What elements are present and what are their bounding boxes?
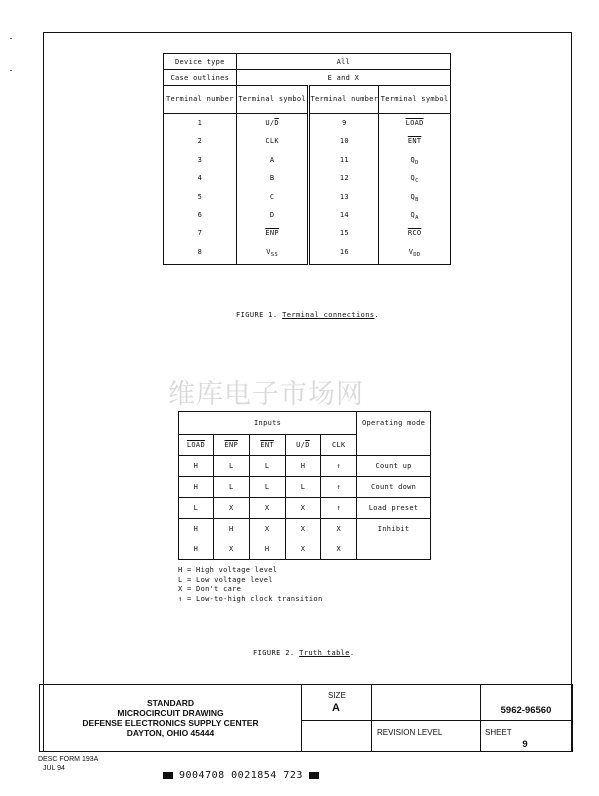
truth-table-legend: [178, 566, 322, 605]
terminal-number: 3: [197, 155, 203, 164]
terminal-symbol: $V_{SS}$: [266, 247, 278, 258]
org-line: STANDARD: [146, 698, 195, 708]
control-number: 9004708 0021854 723: [179, 770, 303, 781]
scan-mark: [10, 70, 12, 71]
table-cell: H: [179, 539, 214, 560]
drawing-number: 5962-96560: [500, 705, 552, 716]
table-cell: H: [179, 477, 214, 498]
table-cell: H: [179, 456, 214, 477]
table-cell: ↑: [321, 477, 357, 498]
sheet-number: 9: [522, 739, 528, 750]
table-cell: L: [213, 477, 249, 498]
org-line: DEFENSE ELECTRONICS SUPPLY CENTER: [82, 718, 259, 728]
form-line: JUL 94: [43, 765, 65, 772]
terminal-symbol: $V_{DD}$: [408, 247, 421, 258]
terminal-number: 10: [339, 137, 349, 146]
table-cell: L: [249, 477, 285, 498]
device-type-label: Device type: [164, 54, 237, 70]
legend-item: X = Don't care: [178, 585, 242, 594]
terminal-number: 4: [197, 174, 203, 183]
figure1-caption: [236, 311, 379, 319]
table-row: [179, 477, 431, 498]
legend-item: L = Low voltage level: [178, 575, 273, 584]
legend-item: ↑ = Low-to-high clock transition: [178, 595, 323, 604]
mode-cell: Inhibit: [357, 519, 431, 560]
divider: [371, 685, 372, 751]
caption-title: Terminal connections: [282, 311, 375, 319]
terminal-symbol: A: [269, 155, 275, 164]
terminal-number: 11: [339, 155, 349, 164]
signal-header: LOAD: [179, 435, 214, 456]
terminal-number: 2: [197, 137, 203, 146]
caption-prefix: FIGURE 1.: [236, 311, 278, 319]
terminal-symbol: $\overline{ENP}$: [265, 229, 279, 238]
size-label: SIZE: [328, 691, 346, 700]
divider: [301, 720, 572, 721]
watermark: 维库电子市场网: [168, 379, 364, 410]
mode-cell: Load preset: [357, 498, 431, 519]
table-cell: X: [213, 498, 249, 519]
caption-suffix: .: [374, 311, 380, 319]
table-cell: H: [285, 456, 321, 477]
table-row: [179, 519, 431, 540]
terminal-number: 7: [197, 229, 203, 238]
terminal-symbol: $Q_B$: [410, 192, 419, 203]
table-row: [179, 498, 431, 519]
terminal-symbol: $Q_A$: [410, 210, 419, 221]
terminal-number: 6: [197, 210, 203, 219]
divider: [480, 685, 481, 751]
left-terminal-numbers: [164, 114, 237, 265]
document-control-number: [157, 770, 325, 781]
org-line: DAYTON, OHIO 45444: [126, 728, 215, 738]
left-terminal-symbols: [236, 114, 309, 265]
table-row: [179, 456, 431, 477]
table-cell: X: [249, 498, 285, 519]
terminal-symbol: $Q_D$: [410, 155, 419, 166]
table-cell: ↑: [321, 498, 357, 519]
terminal-number: 5: [197, 192, 203, 201]
figure2-caption: [253, 649, 355, 657]
block-mark: [163, 772, 173, 779]
table-cell: X: [321, 539, 357, 560]
block-mark: [309, 772, 319, 779]
table-cell: H: [249, 539, 285, 560]
terminal-number: 14: [339, 210, 349, 219]
scan-mark: [10, 38, 12, 39]
table-cell: X: [249, 519, 285, 540]
table-cell: H: [179, 519, 214, 540]
caption-suffix: .: [349, 649, 355, 657]
size-value: A: [332, 702, 340, 714]
terminal-symbol-header: Terminal symbol: [379, 86, 451, 114]
truth-table: [178, 411, 431, 560]
terminal-number: 8: [197, 247, 203, 256]
case-outlines-label: Case outlines: [164, 70, 237, 86]
divider: [301, 685, 302, 751]
table-cell: X: [285, 498, 321, 519]
terminal-symbol: D: [269, 210, 275, 219]
right-terminal-symbols: [379, 114, 451, 265]
caption-prefix: FIGURE 2.: [253, 649, 295, 657]
sheet-label: SHEET: [485, 728, 512, 737]
form-number: [38, 755, 98, 773]
terminal-number-header: Terminal number: [309, 86, 379, 114]
terminal-number: 9: [342, 119, 347, 127]
table-cell: L: [179, 498, 214, 519]
terminal-symbol: $\overline{ENT}$: [407, 137, 422, 146]
terminal-number: 1: [197, 119, 203, 127]
operating-mode-header: Operating mode: [357, 412, 431, 456]
table-cell: X: [321, 519, 357, 540]
signal-header: $\overline{ENP}$: [213, 435, 249, 456]
legend-item: H = High voltage level: [178, 566, 278, 574]
terminal-symbol: C: [269, 192, 275, 201]
revision-level-label: REVISION LEVEL: [377, 728, 443, 737]
inputs-header: Inputs: [179, 412, 357, 435]
mode-cell: Count down: [357, 477, 431, 498]
terminal-number-header: Terminal number: [164, 86, 237, 114]
right-terminal-numbers: [309, 114, 379, 265]
signal-header: CLK: [321, 435, 357, 456]
table-cell: H: [213, 519, 249, 540]
terminal-symbol: $Q_C$: [410, 174, 419, 185]
caption-title: Truth table: [299, 649, 350, 657]
terminal-symbol: $U/\overline{D}$: [265, 119, 279, 127]
terminal-symbol: LOAD: [405, 119, 424, 127]
signal-header: $U/\overline{D}$: [285, 435, 321, 456]
table-cell: X: [285, 519, 321, 540]
device-type-value: All: [236, 54, 450, 70]
organization-block: [40, 698, 301, 738]
table-cell: L: [249, 456, 285, 477]
case-outlines-value: E and X: [236, 70, 450, 86]
form-line: DESC FORM 193A: [38, 756, 99, 763]
signal-header: $\overline{ENT}$: [249, 435, 285, 456]
table-cell: L: [285, 477, 321, 498]
terminal-number: 15: [339, 229, 349, 238]
table-cell: ↑: [321, 456, 357, 477]
mode-cell: Count up: [357, 456, 431, 477]
terminal-number: 12: [339, 174, 349, 183]
table-cell: X: [285, 539, 321, 560]
terminal-symbol-header: Terminal symbol: [236, 86, 309, 114]
terminal-connections-table: [163, 53, 451, 265]
org-line: MICROCIRCUIT DRAWING: [117, 708, 224, 718]
terminal-symbol: CLK: [265, 137, 279, 146]
terminal-symbol: $\overline{RCO}$: [407, 229, 422, 238]
title-block: [39, 684, 573, 752]
table-cell: L: [213, 456, 249, 477]
table-cell: X: [213, 539, 249, 560]
terminal-number: 13: [339, 192, 349, 201]
terminal-number: 16: [339, 247, 349, 256]
terminal-symbol: B: [269, 174, 275, 183]
